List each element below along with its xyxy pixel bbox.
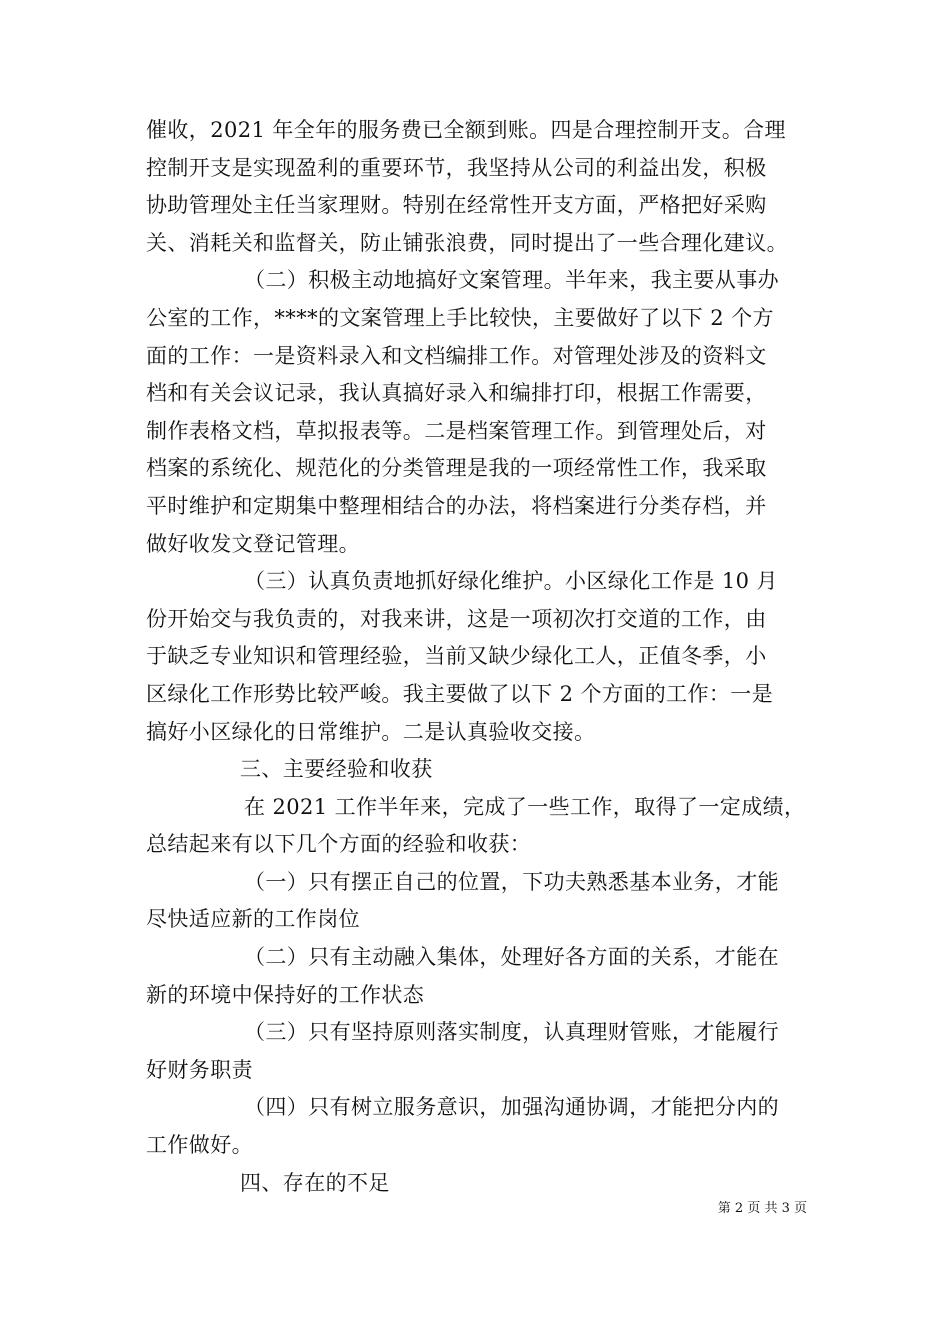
paragraph [146, 864, 810, 939]
page-number: 第 2 页 共 3 页 [717, 1201, 807, 1216]
text-line: 面的工作：一是资料录入和文档编排工作。对管理处涉及的资料文 [146, 343, 767, 368]
text-line: 四、存在的不足 [240, 1170, 390, 1195]
text-line: 档和有关会议记录，我认真搞好录入和编排打印，根据工作需要， [146, 381, 767, 406]
text-line: 总结起来有以下几个方面的经验和收获： [146, 832, 532, 857]
text-line: 控制开支是实现盈利的重要环节，我坚持从公司的利益出发，积极 [146, 155, 767, 180]
text-line: 协助管理处主任当家理财。特别在经常性开支方面，严格把好采购 [146, 193, 767, 218]
text-line: 催收，2021 年全年的服务费已全额到账。四是合理控制开支。合理 [146, 118, 786, 142]
text-line: （一）只有摆正自己的位置，下功夫熟悉基本业务，才能 [244, 869, 779, 894]
text-line: 好财务职责 [146, 1057, 253, 1082]
text-line: （三）只有坚持原则落实制度，认真理财管账，才能履行 [244, 1020, 779, 1045]
text-line: 公室的工作，****的文案管理上手比较快，主要做好了以下 2 个方 [146, 305, 774, 330]
text-line: 尽快适应新的工作岗位 [146, 907, 360, 932]
paragraph [146, 262, 810, 563]
text-line: 制作表格文档，草拟报表等。二是档案管理工作。到管理处后，对 [146, 418, 767, 443]
text-line: 关、消耗关和监督关，防止铺张浪费，同时提出了一些合理化建议。 [146, 230, 788, 255]
text-line: 于缺乏专业知识和管理经验，当前又缺少绿化工人，正值冬季，小 [146, 644, 767, 669]
paragraph [146, 563, 810, 751]
text-line: （三）认真负责地抓好绿化维护。小区绿化工作是 10 月 [244, 569, 778, 594]
section-heading [146, 1165, 810, 1203]
text-line: （二）积极主动地搞好文案管理。半年来，我主要从事办 [244, 268, 779, 293]
text-line: 工作做好。 [146, 1133, 253, 1158]
paragraph [146, 789, 810, 864]
text-line: 平时维护和定期集中整理相结合的办法，将档案进行分类存档，并 [146, 493, 767, 518]
section-heading [146, 751, 810, 789]
text-line: 份开始交与我负责的，对我来讲，这是一项初次打交道的工作，由 [146, 606, 767, 631]
paragraph [146, 112, 810, 262]
text-line: 新的环境中保持好的工作状态 [146, 982, 425, 1007]
body-text [146, 112, 810, 1202]
text-line: 在 2021 工作半年来，完成了一些工作，取得了一定成绩， [244, 794, 806, 819]
text-line: （四）只有树立服务意识，加强沟通协调，才能把分内的 [244, 1095, 779, 1120]
text-line: 搞好小区绿化的日常维护。二是认真验收交接。 [146, 719, 596, 744]
text-line: 档案的系统化、规范化的分类管理是我的一项经常性工作，我采取 [146, 456, 767, 481]
text-line: （二）只有主动融入集体，处理好各方面的关系，才能在 [244, 945, 779, 970]
text-line: 三、主要经验和收获 [240, 757, 433, 782]
text-line: 做好收发文登记管理。 [146, 531, 360, 556]
paragraph [146, 1014, 810, 1089]
paragraph [146, 1089, 810, 1164]
text-line: 区绿化工作形势比较严峻。我主要做了以下 2 个方面的工作：一是 [146, 681, 774, 706]
paragraph [146, 939, 810, 1014]
